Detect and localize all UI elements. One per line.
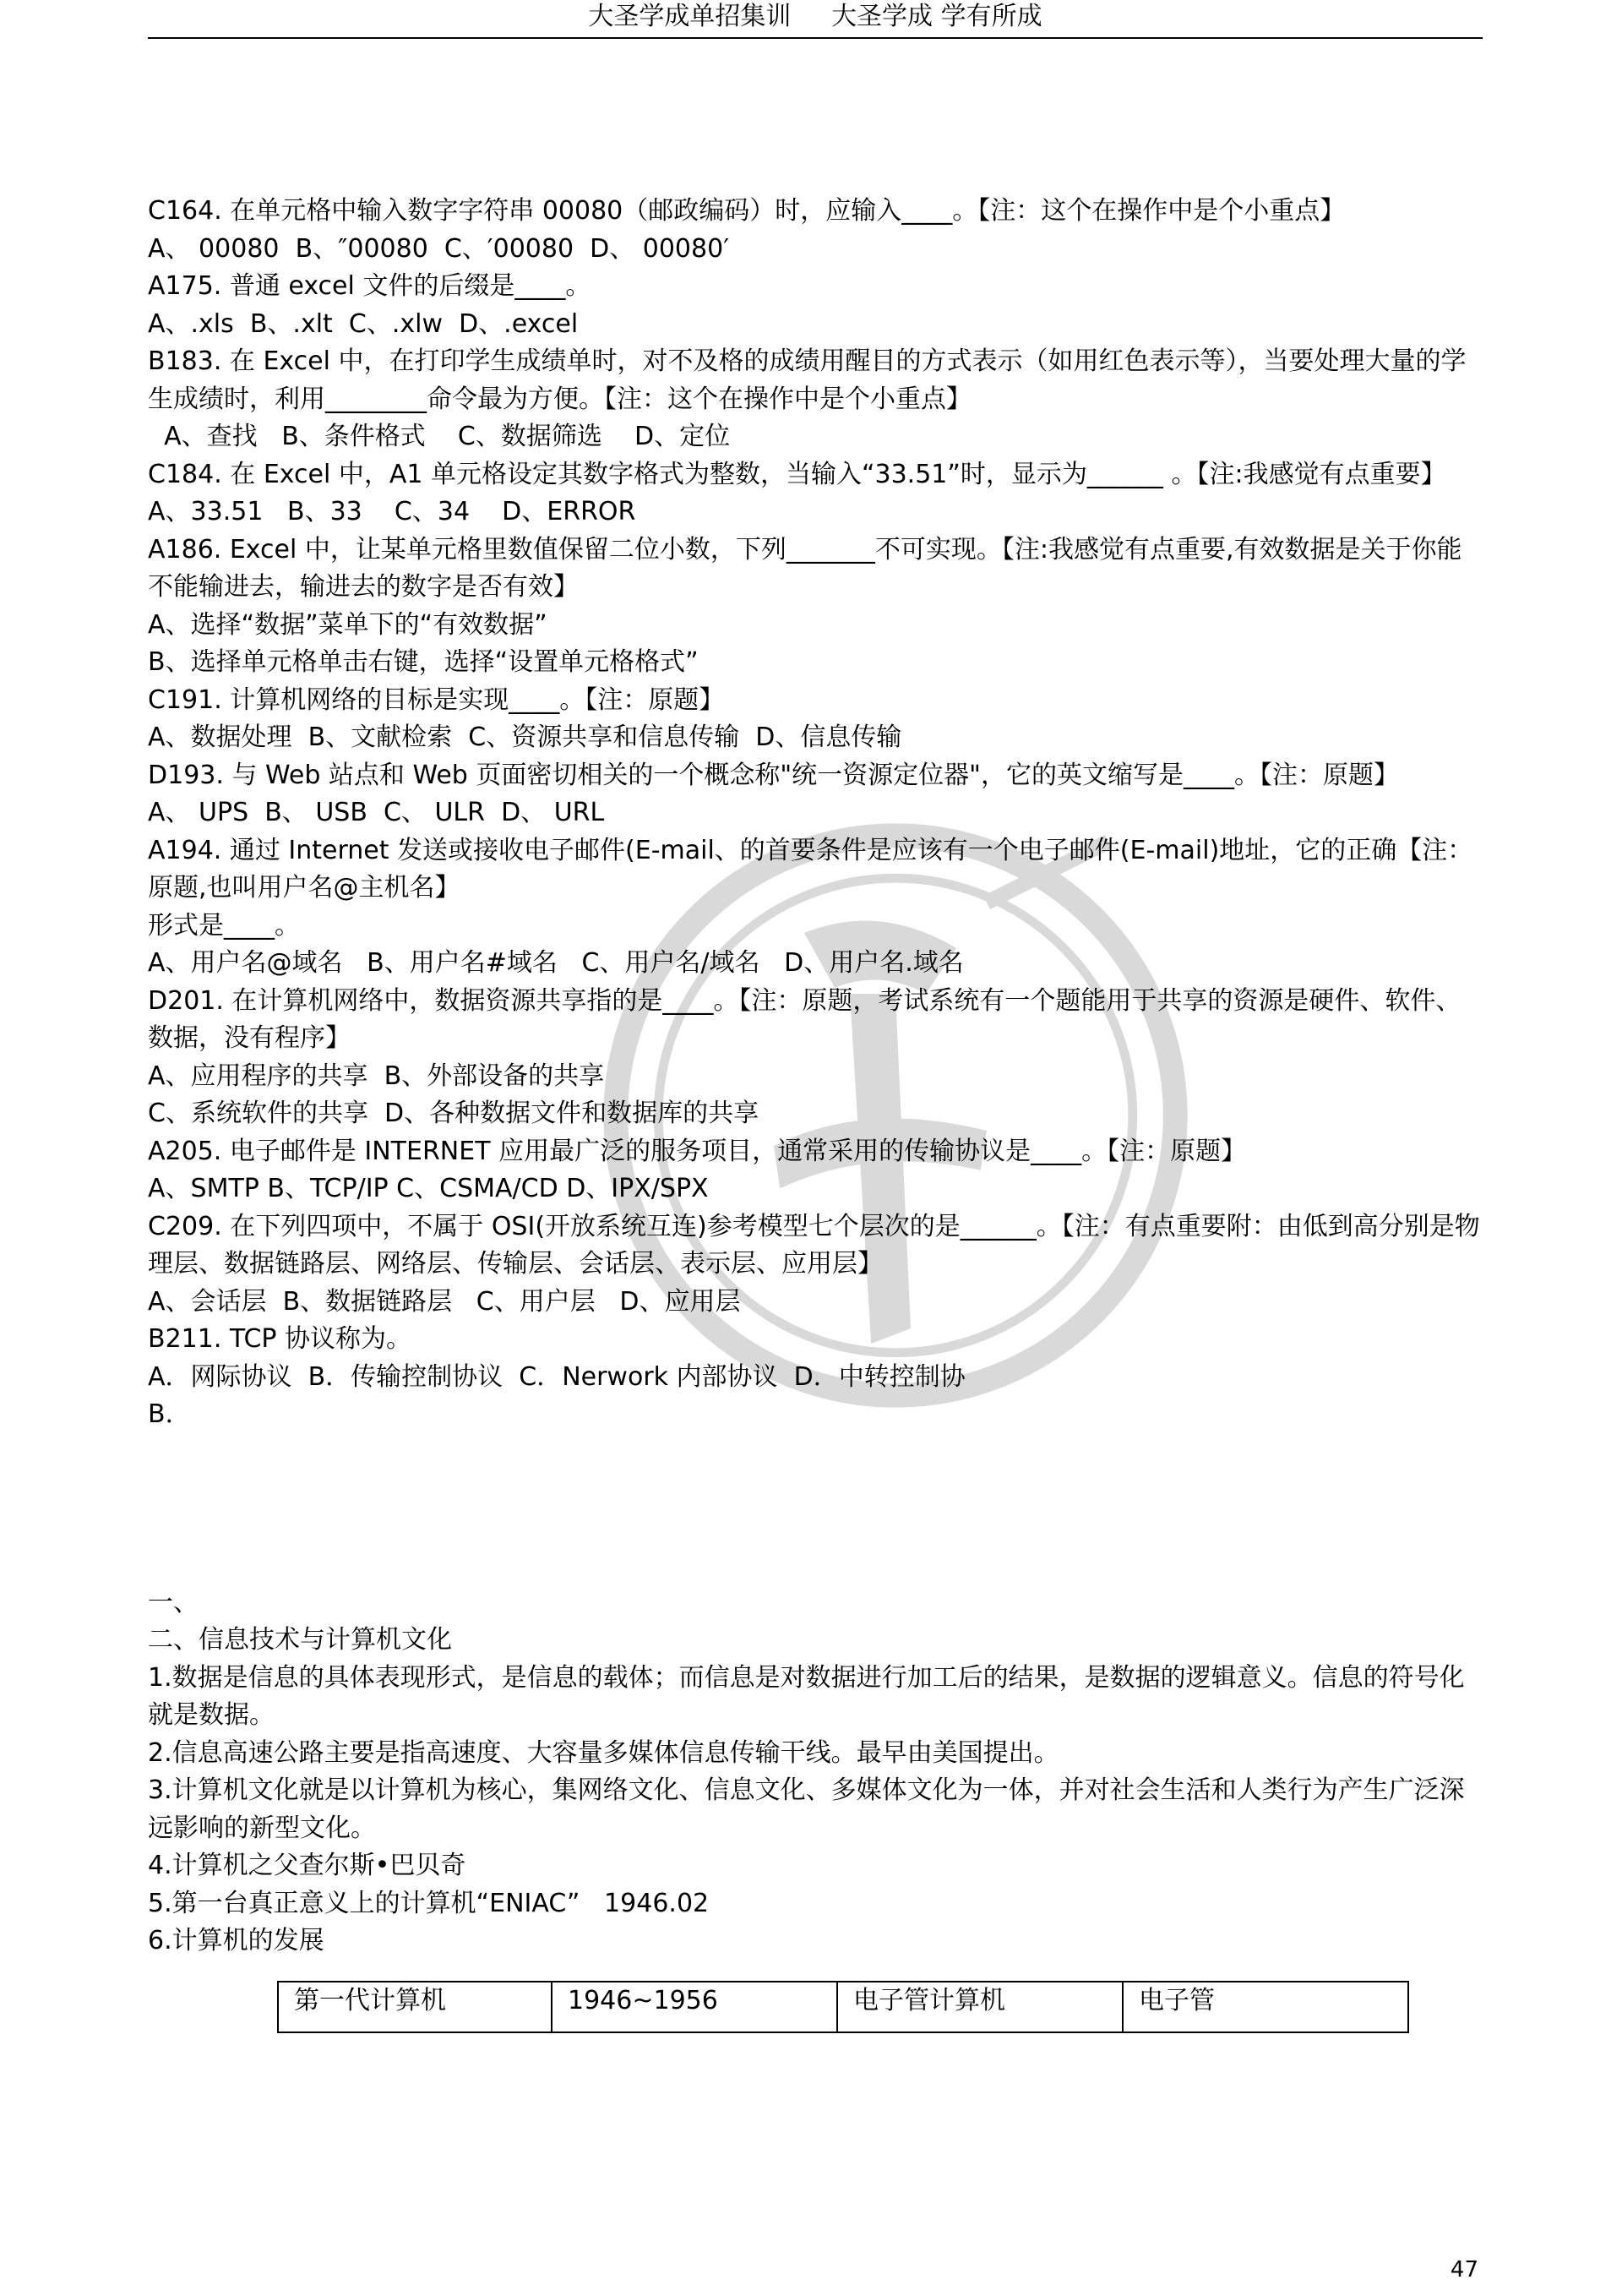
text-line: C、系统软件的共享 D、各种数据文件和数据库的共享 xyxy=(148,1099,759,1128)
computer-generation-table xyxy=(277,1981,1409,2033)
text-line: 5.第一台真正意义上的计算机“ENIAC” 1946.02 xyxy=(148,1888,710,1918)
text-line: 形式是____。 xyxy=(148,910,300,941)
question-block xyxy=(148,193,1483,1434)
text-line: 2.信息高速公路主要是指高速度、大容量多媒体信息传输干线。最早由美国提出。 xyxy=(148,1737,1059,1768)
text-line: A、查找 B、条件格式 C、数据筛选 D、定位 xyxy=(148,422,731,451)
document-body xyxy=(148,193,1483,2033)
header-left: 大圣学成单招集训 xyxy=(588,2,792,31)
table-cell: 电子管 xyxy=(1123,1982,1408,2032)
text-line: 4.计算机之父查尔斯•巴贝奇 xyxy=(148,1851,466,1880)
page-header xyxy=(148,0,1483,39)
text-line: A186. Excel 中，让某单元格里数值保留二位小数，下列_______不可实现。【注:我感觉有点重要,有效数据是关于你能不能输进去，输进去的数字是否有效】 xyxy=(148,534,1462,602)
text-line: A、 00080 B、″00080 C、′00080 D、 00080′ xyxy=(148,233,730,264)
text-line: C184. 在 Excel 中，A1 单元格设定其数字格式为整数，当输入“33.51”时，显示为______ 。【注:我感觉有点重要】 xyxy=(148,459,1446,489)
text-line: D201. 在计算机网络中，数据资源共享指的是____。【注：原题，考试系统有一个题能用于共享的资源是硬件、软件、数据，没有程序】 xyxy=(148,985,1461,1053)
table-row xyxy=(278,1982,1408,2032)
text-line: A175. 普通 excel 文件的后缀是____。 xyxy=(148,271,591,301)
header-right: 大圣学成 学有所成 xyxy=(831,2,1042,31)
text-line: A．网际协议 B．传输控制协议 C．Nerwork 内部协议 D．中转控制协 xyxy=(148,1361,966,1392)
text-line: D193. 与 Web 站点和 Web 页面密切相关的一个概念称"统一资源定位器"，它的英文缩写是____。【注：原题】 xyxy=(148,760,1399,790)
text-line: A194. 通过 Internet 发送或接收电子邮件(E-mail、的首要条件是应该有一个电子邮件(E-mail)地址，它的正确【注：原题,也叫用户名@主机名】 xyxy=(148,835,1473,903)
text-line: B、选择单元格单击右键，选择“设置单元格格式” xyxy=(148,647,699,677)
text-line: A、数据处理 B、文献检索 C、资源共享和信息传输 D、信息传输 xyxy=(148,723,902,752)
text-line: A、选择“数据”菜单下的“有效数据” xyxy=(148,609,547,640)
page-number: 47 xyxy=(1450,2257,1478,2282)
text-line: C164. 在单元格中输入数字字符串 00080（邮政编码）时，应输入____。【注：这个在操作中是个小重点】 xyxy=(148,196,1346,226)
text-line: 一、 xyxy=(148,1587,199,1617)
text-line: A、33.51 B、33 C、34 D、ERROR xyxy=(148,497,636,526)
text-line: 6.计算机的发展 xyxy=(148,1926,324,1955)
text-line: 3.计算机文化就是以计算机为核心，集网络文化、信息文化、多媒体文化为一体，并对社会生活和人类行为产生广泛深远影响的新型文化。 xyxy=(148,1775,1465,1843)
text-line: C191. 计算机网络的目标是实现____。【注：原题】 xyxy=(148,684,725,715)
text-line: A、会话层 B、数据链路层 C、用户层 D、应用层 xyxy=(148,1286,741,1317)
text-line: A、.xls B、.xlt C、.xlw D、.excel xyxy=(148,308,579,339)
text-line: B211. TCP 协议称为。 xyxy=(148,1324,412,1354)
table-cell: 第一代计算机 xyxy=(278,1982,552,2032)
text-line: A、用户名@域名 B、用户名#域名 C、用户名/域名 D、用户名.域名 xyxy=(148,948,964,978)
notes-block xyxy=(148,1584,1483,1961)
text-line: A、 UPS B、 USB C、 ULR D、 URL xyxy=(148,798,605,827)
text-line: A、SMTP B、TCP/IP C、CSMA/CD D、IPX/SPX xyxy=(148,1174,709,1203)
table-cell: 电子管计算机 xyxy=(837,1982,1123,2032)
table-cell: 1946~1956 xyxy=(552,1982,837,2032)
text-line: 1.数据是信息的具体表现形式，是信息的载体；而信息是对数据进行加工后的结果，是数据的逻辑意义。信息的符号化就是数据。 xyxy=(148,1662,1465,1730)
text-line: A、应用程序的共享 B、外部设备的共享 xyxy=(148,1061,605,1091)
text-line: 二、信息技术与计算机文化 xyxy=(148,1625,452,1655)
text-line: B． xyxy=(148,1399,191,1429)
text-line: B183. 在 Excel 中，在打印学生成绩单时，对不及格的成绩用醒目的方式表示（如用红色表示等），当要处理大量的学生成绩时，利用________命令最为方便。【注：这个在操作中是个小重点】 xyxy=(148,346,1467,414)
text-line: A205. 电子邮件是 INTERNET 应用最广泛的服务项目，通常采用的传输协议是____。【注：原题】 xyxy=(148,1136,1247,1166)
text-line: C209. 在下列四项中，不属于 OSI(开放系统互连)参考模型七个层次的是______。【注：有点重要附：由低到高分别是物理层、数据链路层、网络层、传输层、会话层、表示层、应用层】 xyxy=(148,1211,1480,1279)
